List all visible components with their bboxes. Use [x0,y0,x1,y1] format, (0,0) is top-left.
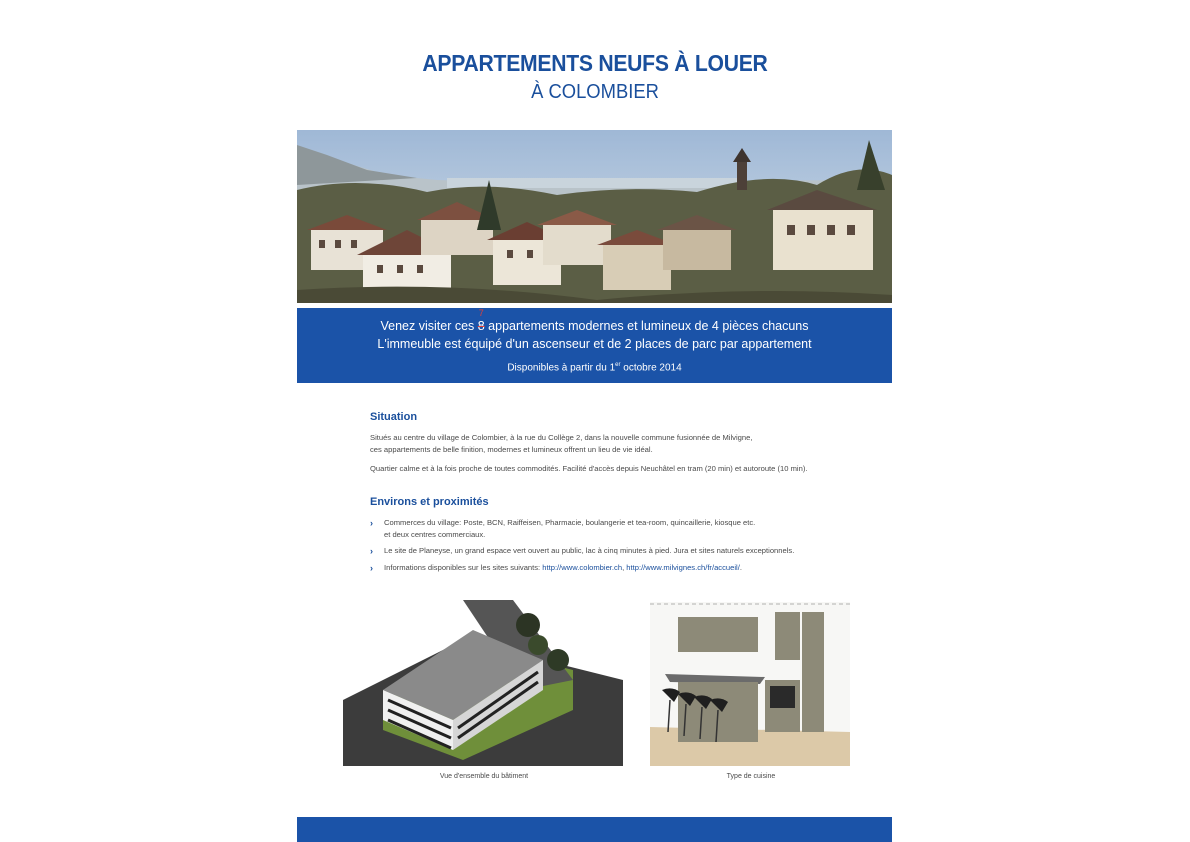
apartment-count-correction [477,308,485,333]
info-band [297,308,892,383]
bullet-3-text [384,562,824,574]
link-separator: , [622,563,627,572]
milvignes-link[interactable]: http://www.milvignes.ch/fr/accueil/ [626,563,740,572]
situation-heading: Situation [370,411,418,423]
list-item [370,562,830,574]
footer-band [297,817,892,842]
bullet-1-line-2: et deux centres commerciaux. [384,530,486,539]
band-line-1-start: Venez visiter ces [380,319,478,333]
ordinal-suffix: er [615,362,621,368]
kitchen-caption: Type de cuisine [726,773,776,780]
bullet-1-line-1: Commerces du village: Poste, BCN, Raiffeisen, Pharmacie, boulangerie et tea-room, quincaillerie, kiosque etc. [384,518,756,527]
building-caption: Vue d'ensemble du bâtiment [439,773,529,780]
struck-number: 8 [477,319,485,333]
situation-line-1: Situés au centre du village de Colombier, à la rue du Collège 2, dans la nouvelle commune fusionnée de Milvigne, [370,433,753,442]
list-item [370,545,830,557]
corrected-number: 7 [478,308,484,318]
bullet-3-start: Informations disponibles sur les sites suivants: [384,563,543,572]
building-rendering [343,600,623,766]
kitchen-rendering [650,602,850,766]
situation-line-2: ces appartements de belle finition, modernes et lumineux offrent un lieu de vie idéal. [370,445,653,454]
chevron-right-icon: › [370,546,373,556]
chevron-right-icon: › [370,518,373,528]
page-title: APPARTEMENTS NEUFS À LOUER [422,50,768,76]
availability-date [297,362,892,373]
situation-paragraph-2: Quartier calme et à la fois proche de toutes commodités. Facilité d'accès depuis Neuchâtel en tram (20 min) et autoroute (10 min). [370,464,808,473]
band-line-2: L'immeuble est équipé d'un ascenseur et de 2 places de parc par appartement [377,337,812,351]
village-photo [297,130,892,307]
chevron-right-icon: › [370,563,373,573]
bullet-3-end: . [739,563,742,572]
band-line-1 [297,308,892,333]
availability-end: octobre 2014 [620,362,682,374]
band-line-1-end: appartements modernes et lumineux de 4 pièces chacuns [484,319,809,333]
bullet-2-text: Le site de Planeyse, un grand espace vert ouvert au public, lac à cinq minutes à pied. Jura et sites naturels exceptionnels. [384,546,795,555]
situation-paragraph-1 [370,432,840,456]
colombier-link[interactable]: http://www.colombier.ch [542,563,623,572]
availability-start: Disponibles à partir du 1 [507,362,616,374]
page-subtitle: À COLOMBIER [531,81,659,103]
environs-heading: Environs et proximités [370,496,489,508]
list-item [370,517,830,541]
